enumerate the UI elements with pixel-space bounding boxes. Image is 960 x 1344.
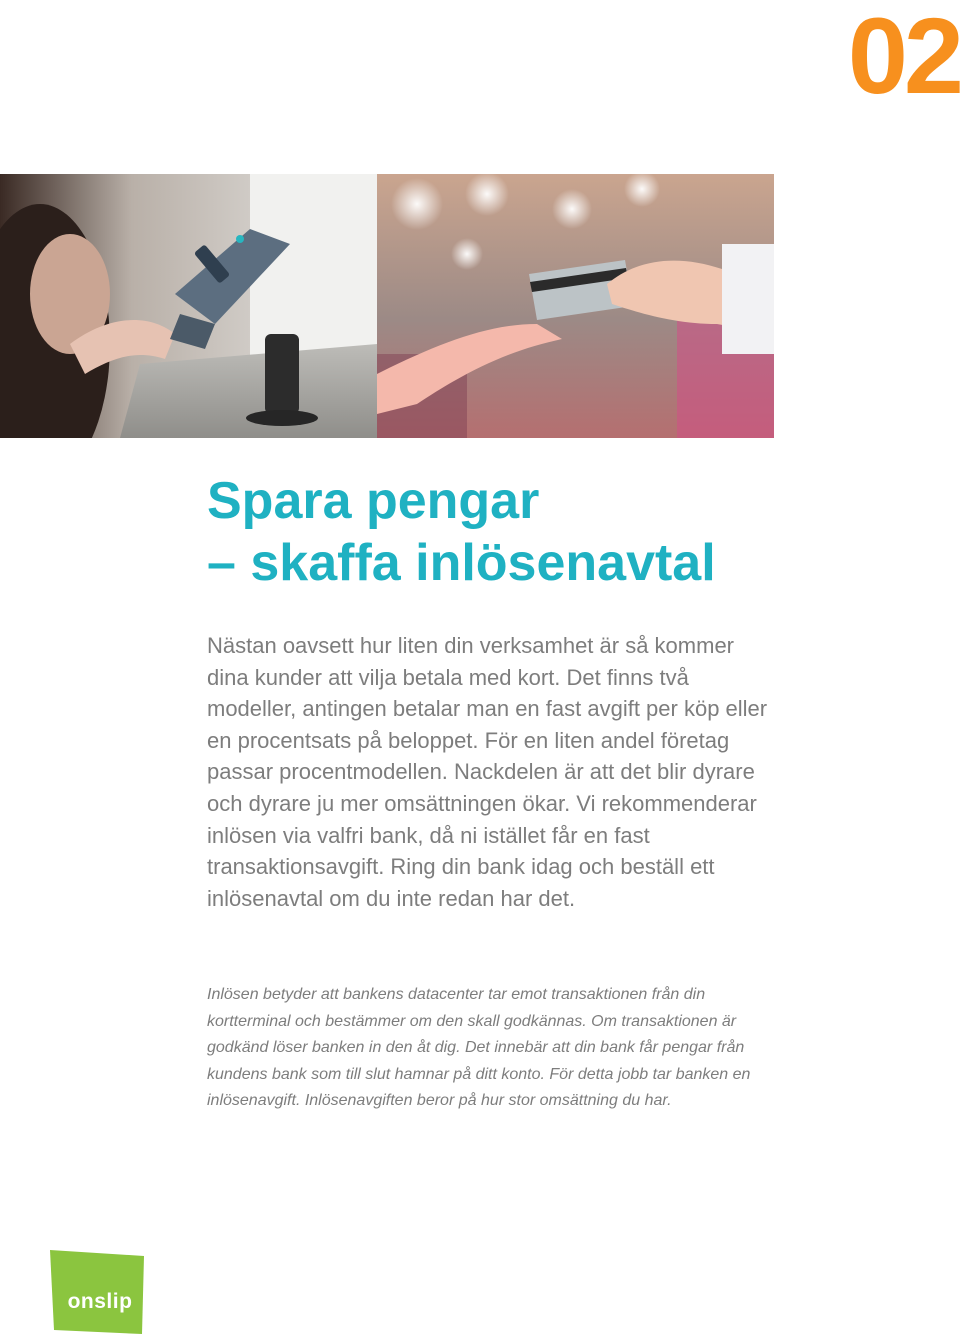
- headline-line-1: Spara pengar: [207, 472, 540, 530]
- onslip-logo: [48, 1250, 146, 1334]
- card-handover-photo: [377, 174, 774, 438]
- headline: [207, 470, 927, 594]
- note-paragraph: Inlösen betyder att bankens datacenter tar emot transaktionen från din kortterminal och bestämmer om den skall godkännas. Om transaktionen är godkänd löser banken in den åt dig. Det innebär att din bank får pengar från kundens bank som till slut hamnar på ditt konto. För detta jobb tar banken en inlösenavgift. Inlösenavgiften beror på hur stor omsättning du har.: [207, 986, 751, 1110]
- card-terminal-photo: [0, 174, 377, 438]
- photo-strip: [0, 174, 774, 438]
- headline-line-2: – skaffa inlösenavtal: [207, 534, 716, 592]
- logo-text: onslip: [67, 1290, 133, 1313]
- body-paragraph: Nästan oavsett hur liten din verksamhet är så kommer dina kunder att vilja betala med kort. Det finns två modeller, antingen betalar man en fast avgift per köp eller en procentsats på beloppet. För en liten andel företag passar procentmodellen. Nackdelen är att det blir dyrare och dyrare ju mer omsättningen ökar. Vi rekommenderar inlösen via valfri bank, då ni istället får en fast transaktionsavgift. Ring din bank idag och beställ ett inlösenavtal om du inte redan har det.: [207, 633, 768, 911]
- page-number: 02: [847, 0, 960, 116]
